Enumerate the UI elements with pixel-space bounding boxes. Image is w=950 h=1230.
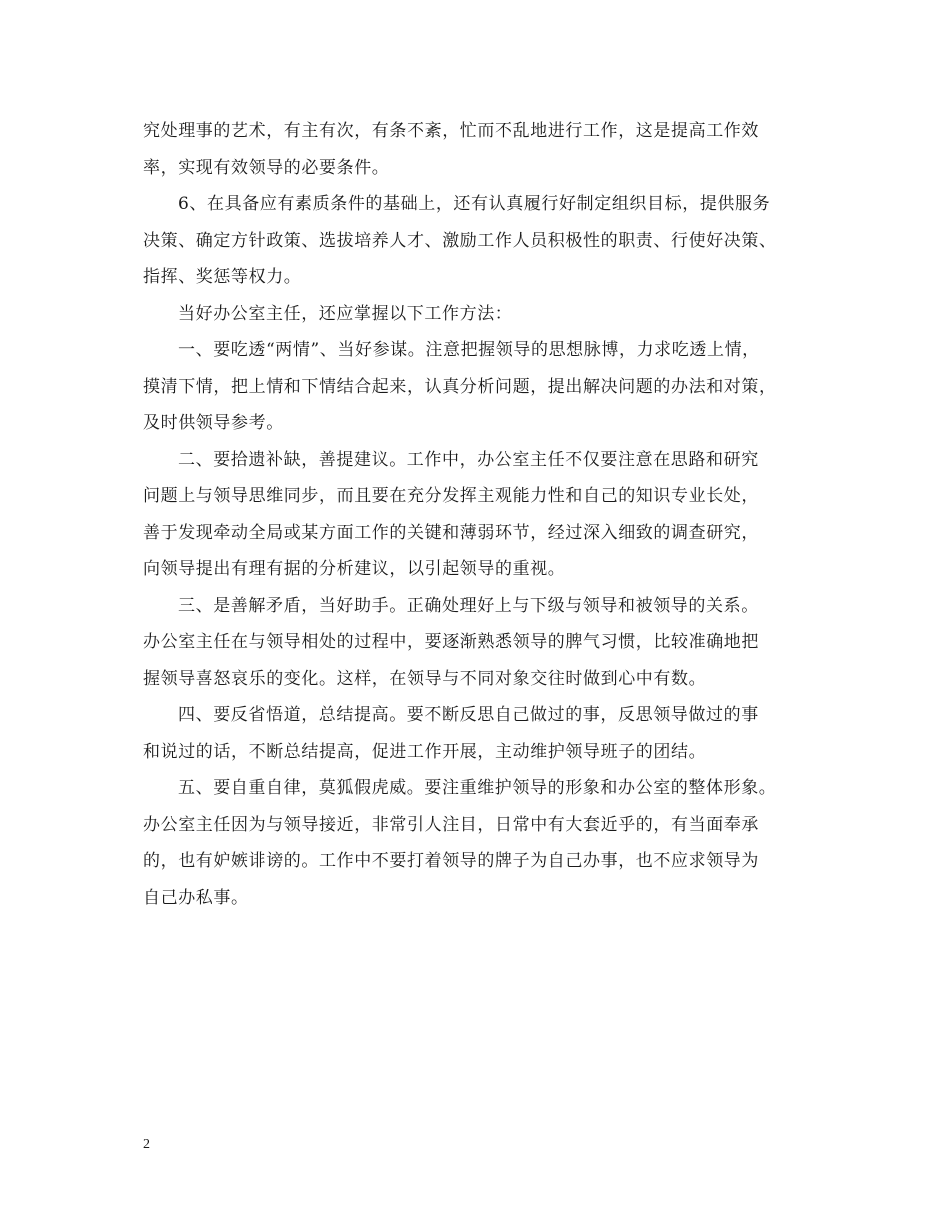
text-line: 办公室主任在与领导相处的过程中，要逐渐熟悉领导的脾气习惯，比较准确地把 [143,632,759,652]
text-line: 当好办公室主任，还应掌握以下工作方法： [178,303,513,324]
paragraph-2 [143,186,823,296]
text-line: 握领导喜怒哀乐的变化。这样，在领导与不同对象交往时做到心中有数。 [143,668,707,689]
text-line: 及时供领导参考。 [143,413,284,433]
text-line: 自己办私事。 [143,887,249,908]
text-line: 五、要自重自律，莫狐假虎威。要注重维护领导的形象和办公室的整体形象。 [178,778,777,798]
paragraph-4 [143,332,823,442]
paragraph-8 [143,770,823,916]
text-line: 办公室主任因为与领导接近，非常引人注目，日常中有大套近乎的，有当面奉承 [143,814,759,835]
text-line: 三、是善解矛盾，当好助手。正确处理好上与下级与领导和被领导的关系。 [178,595,759,616]
text-line: 问题上与领导思维同步，而且要在充分发挥主观能力性和自己的知识专业长处， [143,486,759,506]
text-line: 善于发现牵动全局或某方面工作的关键和薄弱环节，经过深入细致的调查研究， [143,522,759,543]
text-line: 二、要拾遗补缺，善提建议。工作中，办公室主任不仅要注意在思路和研究 [178,449,759,470]
paragraph-3 [143,296,823,333]
text-line: 四、要反省悟道，总结提高。要不断反思自己做过的事，反思领导做过的事 [178,705,759,725]
paragraph-6 [143,588,823,698]
text-line: 指挥、奖惩等权力。 [143,267,302,287]
text-line: 一、要吃透“两情”、当好参谋。注意把握领导的思想脉博，力求吃透上情， [178,340,760,360]
text-line: 率，实现有效领导的必要条件。 [143,157,390,178]
text-line: 向领导提出有理有据的分析建议，以引起领导的重视。 [143,559,566,579]
text-line: 究处理事的艺术，有主有次，有条不紊，忙而不乱地进行工作，这是提高工作效 [143,121,759,141]
document-body [143,113,823,916]
paragraph-5 [143,442,823,588]
text-line: 摸清下情，把上情和下情结合起来，认真分析问题，提出解决问题的办法和对策， [143,376,777,397]
text-line: 决策、确定方针政策、选拔培养人才、激励工作人员积极性的职责、行使好决策、 [143,230,777,251]
text-line: 和说过的话，不断总结提高，促进工作开展，主动维护领导班子的团结。 [143,741,707,762]
page-number: 2 [143,1137,150,1152]
text-line: 6、在具备应有素质条件的基础上，还有认真履行好制定组织目标，提供服务 [178,194,771,214]
text-line: 的，也有妒嫉诽谤的。工作中不要打着领导的牌子为自己办事，也不应求领导为 [143,851,759,871]
paragraph-1 [143,113,823,186]
paragraph-7 [143,697,823,770]
